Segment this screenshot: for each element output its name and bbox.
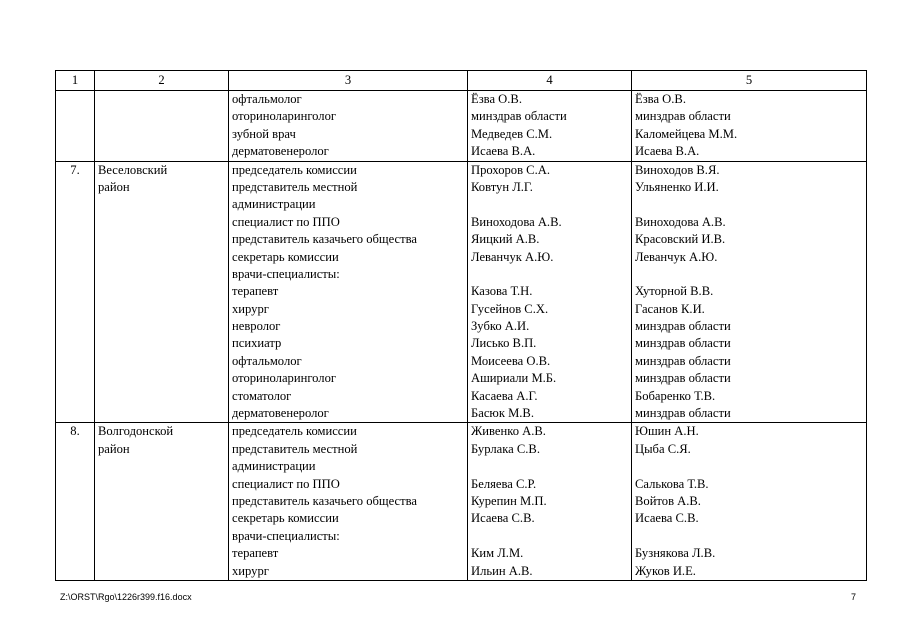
member-list bbox=[468, 423, 632, 581]
table-row bbox=[56, 91, 867, 162]
cell-line bbox=[635, 266, 863, 283]
cell-line: район bbox=[98, 179, 130, 194]
cell-line: минздрав области bbox=[635, 319, 731, 334]
cell-line: район bbox=[98, 441, 130, 456]
cell-line: Моисеева О.В. bbox=[471, 353, 551, 368]
cell-line: хирург bbox=[232, 301, 269, 316]
cell-line: Казова Т.Н. bbox=[471, 284, 533, 299]
cell-line: Бузнякова Л.В. bbox=[635, 546, 716, 561]
cell-line: минздрав области bbox=[635, 336, 731, 351]
cell-line: Басюк М.В. bbox=[471, 406, 534, 421]
header-cell-1: 1 bbox=[56, 71, 95, 91]
cell-line: представитель казачьего общества bbox=[232, 493, 417, 508]
cell-line: Живенко А.В. bbox=[471, 424, 546, 439]
cell-line: Веселовский bbox=[98, 162, 168, 177]
header-cell-5: 5 bbox=[632, 71, 867, 91]
cell-line bbox=[635, 458, 863, 475]
cell-line: Виноходова А.В. bbox=[471, 214, 562, 229]
cell-line: Бурлака С.В. bbox=[471, 441, 540, 456]
cell-line: Исаева С.В. bbox=[635, 511, 699, 526]
cell-line: администрации bbox=[232, 197, 316, 212]
cell-line: Войтов А.В. bbox=[635, 493, 701, 508]
cell-line: Гусейнов С.Х. bbox=[471, 301, 549, 316]
cell-line: представитель местной bbox=[232, 179, 358, 194]
cell-line: Красовский И.В. bbox=[635, 232, 726, 247]
cell-line bbox=[471, 458, 628, 475]
cell-line: оториноларинголог bbox=[232, 109, 337, 124]
header-cell-3: 3 bbox=[229, 71, 468, 91]
cell-line: Леванчук А.Ю. bbox=[635, 249, 718, 264]
alternate-list bbox=[632, 91, 867, 162]
cell-line: минздрав области bbox=[635, 353, 731, 368]
cell-line: хирург bbox=[232, 563, 269, 578]
cell-line: Хуторной В.В. bbox=[635, 284, 714, 299]
cell-line: минздрав области bbox=[471, 109, 567, 124]
cell-line: Бобаренко Т.В. bbox=[635, 388, 716, 403]
cell-line: Курепин М.П. bbox=[471, 493, 547, 508]
cell-line: стоматолог bbox=[232, 388, 292, 403]
cell-line: Касаева А.Г. bbox=[471, 388, 538, 403]
row-number: 8. bbox=[56, 423, 95, 581]
cell-line: специалист по ППО bbox=[232, 214, 340, 229]
cell-line: дерматовенеролог bbox=[232, 406, 329, 421]
cell-line: Медведев С.М. bbox=[471, 126, 553, 141]
district-name bbox=[95, 91, 229, 162]
alternate-list bbox=[632, 161, 867, 423]
cell-line: Ёзва О.В. bbox=[635, 92, 686, 106]
cell-line: Зубко А.И. bbox=[471, 319, 530, 334]
cell-line: психиатр bbox=[232, 336, 282, 351]
header-row bbox=[56, 71, 867, 91]
cell-line: Исаева В.А. bbox=[635, 144, 700, 159]
cell-line: председатель комиссии bbox=[232, 424, 357, 439]
cell-line: Исаева С.В. bbox=[471, 511, 535, 526]
role-list bbox=[229, 423, 468, 581]
cell-line bbox=[471, 266, 628, 283]
cell-line: Лисько В.П. bbox=[471, 336, 537, 351]
commission-table bbox=[55, 70, 867, 581]
cell-line: Юшин А.Н. bbox=[635, 424, 699, 439]
role-list bbox=[229, 91, 468, 162]
cell-line: Ковтун Л.Г. bbox=[471, 179, 533, 194]
cell-line: специалист по ППО bbox=[232, 476, 340, 491]
cell-line: терапевт bbox=[232, 546, 279, 561]
cell-line bbox=[471, 528, 628, 545]
row-number: 7. bbox=[56, 161, 95, 423]
cell-line: офтальмолог bbox=[232, 92, 302, 106]
cell-line: Гасанов К.И. bbox=[635, 301, 705, 316]
cell-line: Прохоров С.А. bbox=[471, 162, 550, 177]
cell-line: Ким Л.М. bbox=[471, 546, 524, 561]
cell-line: Каломейцева М.М. bbox=[635, 126, 738, 141]
district-name bbox=[95, 423, 229, 581]
footer-file-path: Z:\ORST\Rgo\1226r399.f16.docx bbox=[60, 592, 192, 602]
header-cell-2: 2 bbox=[95, 71, 229, 91]
cell-line bbox=[471, 196, 628, 213]
cell-line: Леванчук А.Ю. bbox=[471, 249, 554, 264]
cell-line: терапевт bbox=[232, 284, 279, 299]
cell-line: офтальмолог bbox=[232, 353, 302, 368]
table-row bbox=[56, 161, 867, 423]
cell-line: Беляева С.Р. bbox=[471, 476, 537, 491]
cell-line: невролог bbox=[232, 319, 281, 334]
cell-line: Яицкий А.В. bbox=[471, 232, 540, 247]
cell-line: Ашириали М.Б. bbox=[471, 371, 557, 386]
role-list bbox=[229, 161, 468, 423]
row-number bbox=[56, 91, 95, 162]
cell-line: оториноларинголог bbox=[232, 371, 337, 386]
cell-line: Цыба С.Я. bbox=[635, 441, 691, 456]
cell-line: Жуков И.Е. bbox=[635, 563, 696, 578]
cell-line: дерматовенеролог bbox=[232, 144, 329, 159]
cell-line: председатель комиссии bbox=[232, 162, 357, 177]
member-list bbox=[468, 91, 632, 162]
district-name bbox=[95, 161, 229, 423]
cell-line: секретарь комиссии bbox=[232, 249, 339, 264]
alternate-list bbox=[632, 423, 867, 581]
cell-line: Салькова Т.В. bbox=[635, 476, 709, 491]
cell-line: Ёзва О.В. bbox=[471, 92, 522, 106]
member-list bbox=[468, 161, 632, 423]
cell-line: минздрав области bbox=[635, 109, 731, 124]
header-cell-4: 4 bbox=[468, 71, 632, 91]
cell-line: Виноходова А.В. bbox=[635, 214, 726, 229]
cell-line: секретарь комиссии bbox=[232, 511, 339, 526]
cell-line: минздрав области bbox=[635, 371, 731, 386]
cell-line: представитель местной bbox=[232, 441, 358, 456]
cell-line: представитель казачьего общества bbox=[232, 232, 417, 247]
cell-line: врачи-специалисты: bbox=[232, 528, 340, 543]
cell-line: Виноходов В.Я. bbox=[635, 162, 720, 177]
cell-line: врачи-специалисты: bbox=[232, 266, 340, 281]
cell-line: минздрав области bbox=[635, 406, 731, 421]
cell-line bbox=[635, 528, 863, 545]
cell-line: зубной врач bbox=[232, 126, 296, 141]
table-row bbox=[56, 423, 867, 581]
cell-line: Волгодонской bbox=[98, 424, 174, 439]
cell-line: Ульяненко И.И. bbox=[635, 179, 719, 194]
cell-line: администрации bbox=[232, 459, 316, 474]
cell-line: Ильин А.В. bbox=[471, 563, 533, 578]
cell-line: Исаева В.А. bbox=[471, 144, 536, 159]
footer-page-number: 7 bbox=[851, 592, 857, 602]
cell-line bbox=[635, 196, 863, 213]
